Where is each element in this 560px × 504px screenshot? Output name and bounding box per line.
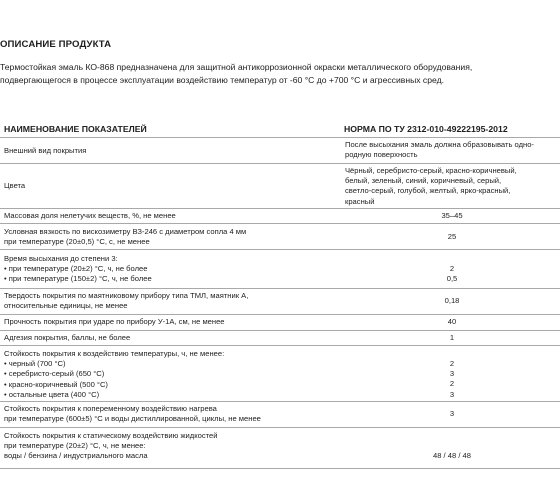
row-param-line: Прочность покрытия при ударе по прибору У-1А, см, не менее [4,317,225,326]
header-norm: НОРМА ПО ТУ 2312-010-49222195-2012 [344,124,508,134]
row-value [402,317,502,327]
row-param [4,146,86,156]
row-value-line: 35–45 [441,211,463,220]
table-row [0,402,560,428]
table-row [0,224,560,250]
row-value-line: 40 [447,317,457,326]
row-param [4,349,224,400]
row-value [402,296,502,306]
table-header [0,121,560,138]
header-param: НАИМЕНОВАНИЕ ПОКАЗАТЕЛЕЙ [4,124,147,134]
description-line: подвергающегося в процессе эксплуатации воздействию температур от -60 °С до +700 °С и агрессивных сред. [0,74,444,85]
row-param-line: при температуре (600±5) °С и воды дистиллированной, циклы, не менее [4,414,261,424]
row-param-line: • красно-коричневый (500 °С) [4,379,108,389]
row-value-line: 2 [449,379,455,389]
row-value-line: родную поверхность [345,150,418,160]
row-param-line: Цвета [4,181,26,190]
row-value-line: светло-серый, голубой, желтый, ярко-красный, [345,186,511,196]
row-value-line: 3 [449,389,455,399]
row-param [4,333,130,343]
row-param-line: при температуре (20±0,5) °С, с, не менее [4,237,150,247]
row-value-line: 1 [449,333,455,342]
row-param-line: Твердость покрытия по маятниковому прибору типа ТМЛ, маятник А, [4,291,249,300]
row-value-line: После высыхания эмаль должна образовывать одно- [345,140,534,149]
row-param-line: • остальные цвета (400 °С) [4,389,100,399]
row-param [4,254,152,285]
row-value-line: 25 [447,232,457,241]
row-param-line: Адгезия покрытия, баллы, не более [4,333,131,342]
row-param [4,431,218,462]
row-value-line: 2 [449,359,455,368]
row-param [4,317,225,327]
table-row [0,164,560,209]
row-value-line: Чёрный, серебристо-серый, красно-коричневый, [345,166,517,175]
table-row [0,209,560,224]
row-value-line: 3 [449,409,455,418]
table-row [0,346,560,402]
row-value [402,333,502,343]
row-param-line: Стойкость покрытия к воздействию температуры, ч, не менее: [4,349,225,358]
section-title: ОПИСАНИЕ ПРОДУКТА [0,39,112,50]
row-param [4,227,246,247]
table-row [0,250,560,289]
row-value-line: 0,18 [444,296,460,305]
row-value-line: белый, зеленый, синий, коричневый, серый, [345,176,502,186]
table-row [0,315,560,331]
row-value [345,166,517,207]
row-param-line: • черный (700 °С) [4,359,66,369]
row-param [4,181,25,191]
row-param [4,404,261,424]
row-param-line: Стойкость покрытия к попеременному воздействию нагрева [4,404,217,413]
description-line: Термостойкая эмаль КО-868 предназначена для защитной антикоррозионной окраски металлического оборудования, [0,62,473,72]
row-value-line: 2 [449,264,455,273]
row-param-line: • при температуре (20±2) °С, ч, не более [4,264,148,274]
table-row [0,428,560,469]
product-description [0,61,558,86]
row-value-line: красный [345,196,375,206]
row-value [345,140,534,160]
row-param-line: • при температуре (150±2) °С, ч, не более [4,274,152,284]
row-value-line: 0,5 [446,274,458,284]
row-value-line: 3 [449,369,455,379]
row-value [402,264,502,284]
row-param-line: Условная вязкость по вискозиметру ВЗ-246 с диаметром сопла 4 мм [4,227,247,236]
row-param-line: • серебристо-серый (650 °С) [4,369,105,379]
row-value [402,409,502,419]
table-row [0,289,560,315]
row-param-line: Внешний вид покрытия [4,146,87,155]
row-value [402,232,502,242]
row-param-line: при температуре (20±2) °С, ч, не менее: [4,441,146,451]
table-row [0,331,560,346]
row-param-line: Время высыхания до степени 3: [4,254,118,263]
row-param-line: Стойкость покрытия к статическому воздействию жидкостей [4,431,218,440]
row-param-line: Массовая доля нелетучих веществ, %, не менее [4,211,176,220]
row-value-line: 48 / 48 / 48 [433,451,471,460]
row-value [402,359,502,400]
row-value [402,211,502,221]
table-row [0,138,560,164]
row-param [4,211,176,221]
row-value [402,451,502,461]
row-param-line: относительные единицы, не менее [4,301,128,311]
row-param [4,291,248,311]
row-param-line: воды / бензина / индустриального масла [4,451,148,461]
